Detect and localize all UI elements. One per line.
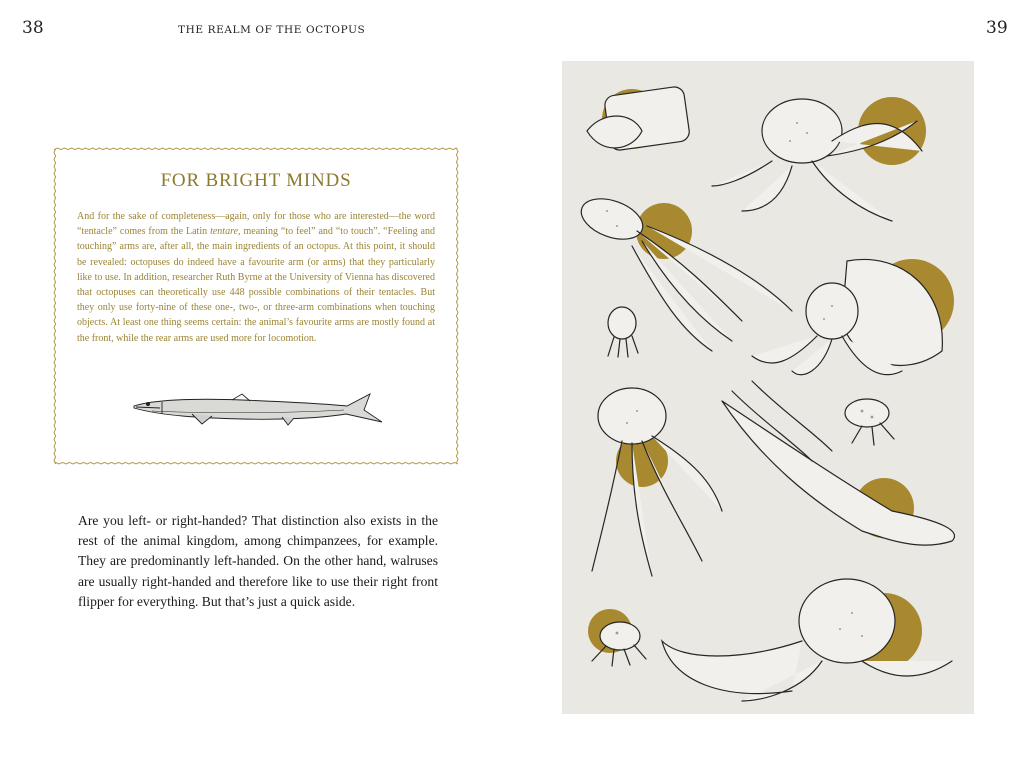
for-bright-minds-box — [52, 146, 460, 466]
page-number-left: 38 — [22, 18, 44, 38]
shark-illustration — [132, 392, 384, 432]
running-head: THE REALM OF THE OCTOPUS — [178, 24, 366, 36]
box-title: FOR BRIGHT MINDS — [160, 170, 352, 191]
octopus-plate — [562, 61, 974, 714]
gold-circles — [588, 89, 954, 669]
stipple-texture — [606, 122, 873, 637]
page-number-right: 39 — [986, 18, 1008, 38]
octopus-illustrations — [562, 61, 974, 714]
box-body-text-2: , meaning “to feel” and “to touch”. “Feeling and touching” arms are, after all, the main ingredients of an octopus. At this point, it should be revealed: octopuses do indeed have a favourite arm (or arms) that they particularly like to use. In addition, researcher Ruth Byrne at the University of Vienna has discovered that octopuses can theoretically use 448 possible combinations of their tentacles. But they only use forty-nine of these one-, two-, or three-arm combinations when touching objects. At least one thing seems certain: the animal’s favourite arms are mostly found at the front, while the rear arms are used more for locomotion. — [77, 226, 435, 344]
box-body-italic: tentare — [210, 226, 239, 238]
box-body-text-1: And for the sake of completeness—again, only for those who are interested—the word “tentacle” comes from the Latin — [77, 211, 435, 238]
main-paragraph: Are you left- or right-handed? That distinction also exists in the rest of the animal kingdom, among chimpanzees, for example. They are predominantly left-handed. On the other hand, walruses are usually right-handed and therefore like to use their right front flipper for everything. But that’s just a quick aside. — [78, 513, 438, 609]
box-body — [77, 209, 435, 346]
